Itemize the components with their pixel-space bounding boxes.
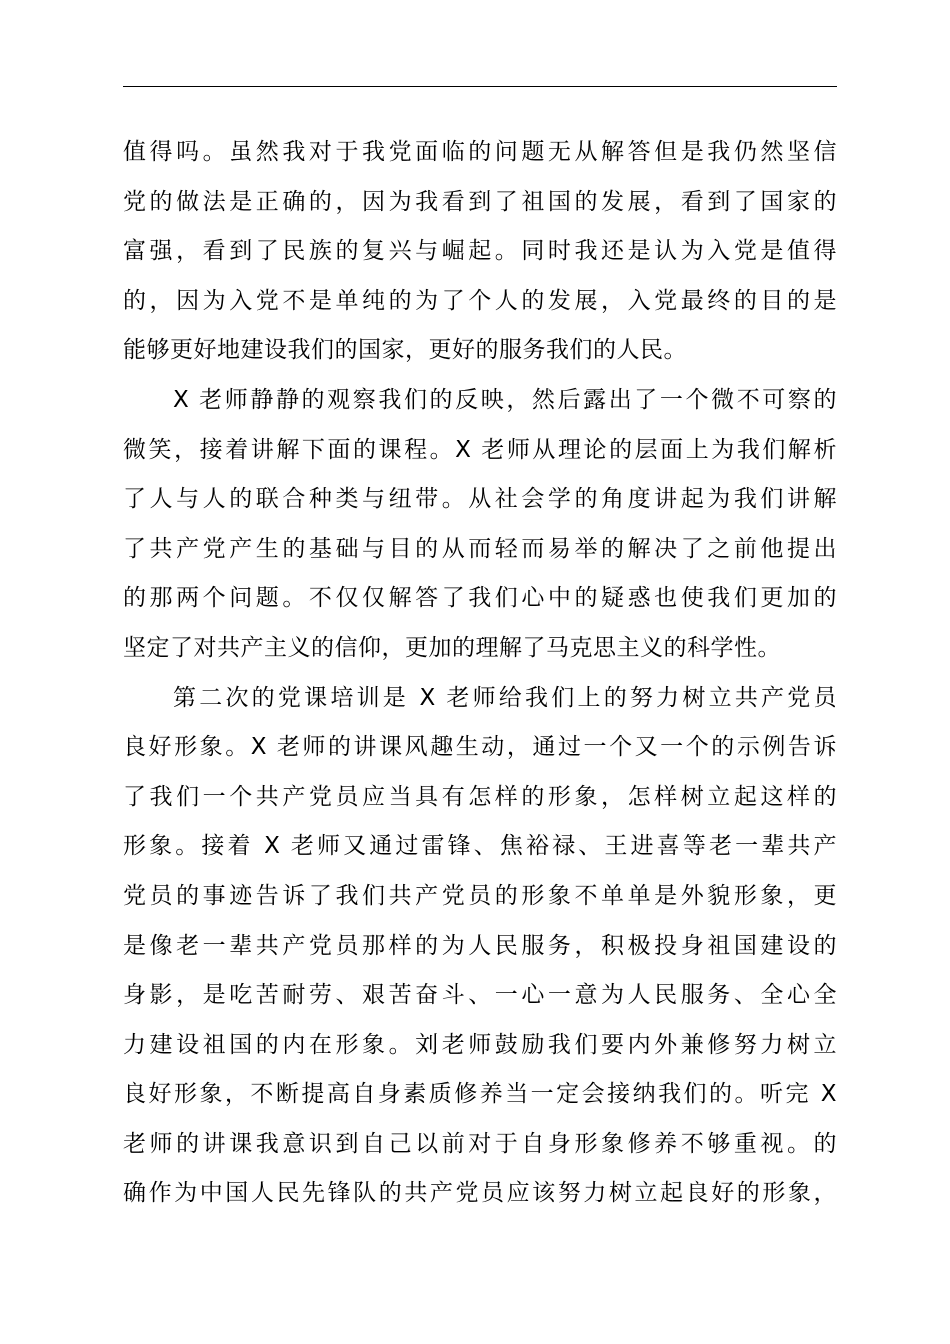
text-line: 第二次的党课培训是 X 老师给我们上的努力树立共产党员	[173, 684, 837, 711]
text-line: 党员的事迹告诉了我们共产党员的形象不单单是外貌形象，更	[123, 882, 837, 909]
text-line: 确作为中国人民先锋队的共产党员应该努力树立起良好的形象，	[123, 1180, 837, 1207]
text-line: 值得吗。虽然我对于我党面临的问题无从解答但是我仍然坚信	[123, 139, 837, 165]
text-line: 了人与人的联合种类与纽带。从社会学的角度讲起为我们讲解	[123, 486, 837, 513]
text-line: 坚定了对共产主义的信仰，更加的理解了马克思主义的科学性。	[123, 634, 781, 661]
text-line: 老师的讲课我意识到自己以前对于自身形象修养不够重视。的	[123, 1130, 837, 1157]
text-line: 的那两个问题。不仅仅解答了我们心中的疑惑也使我们更加的	[123, 585, 837, 612]
text-line: 良好形象。X 老师的讲课风趣生动，通过一个又一个的示例告诉	[123, 734, 837, 761]
text-line: 富强，看到了民族的复兴与崛起。同时我还是认为入党是值得	[123, 238, 837, 265]
text-line: 了共产党产生的基础与目的从而轻而易举的解决了之前他提出	[123, 535, 837, 562]
text-line: X 老师静静的观察我们的反映，然后露出了一个微不可察的	[173, 386, 837, 413]
text-line: 身影，是吃苦耐劳、艰苦奋斗、一心一意为人民服务、全心全	[123, 982, 837, 1009]
text-line: 的，因为入党不是单纯的为了个人的发展，入党最终的目的是	[123, 287, 837, 314]
text-line: 了我们一个共产党员应当具有怎样的形象，怎样树立起这样的	[123, 783, 837, 810]
text-line: 是像老一辈共产党员那样的为人民服务，积极投身祖国建设的	[123, 932, 837, 959]
body-text	[123, 128, 837, 1219]
text-line: 党的做法是正确的，因为我看到了祖国的发展，看到了国家的	[123, 188, 837, 215]
text-line: 能够更好地建设我们的国家，更好的服务我们的人民。	[123, 337, 687, 364]
text-line: 良好形象，不断提高自身素质修养当一定会接纳我们的。听完 X	[123, 1081, 837, 1108]
header-rule	[123, 86, 837, 87]
text-line: 微笑，接着讲解下面的课程。X 老师从理论的层面上为我们解析	[123, 436, 837, 463]
text-line: 力建设祖国的内在形象。刘老师鼓励我们要内外兼修努力树立	[123, 1031, 837, 1058]
text-line: 形象。接着 X 老师又通过雷锋、焦裕禄、王进喜等老一辈共产	[123, 833, 837, 860]
